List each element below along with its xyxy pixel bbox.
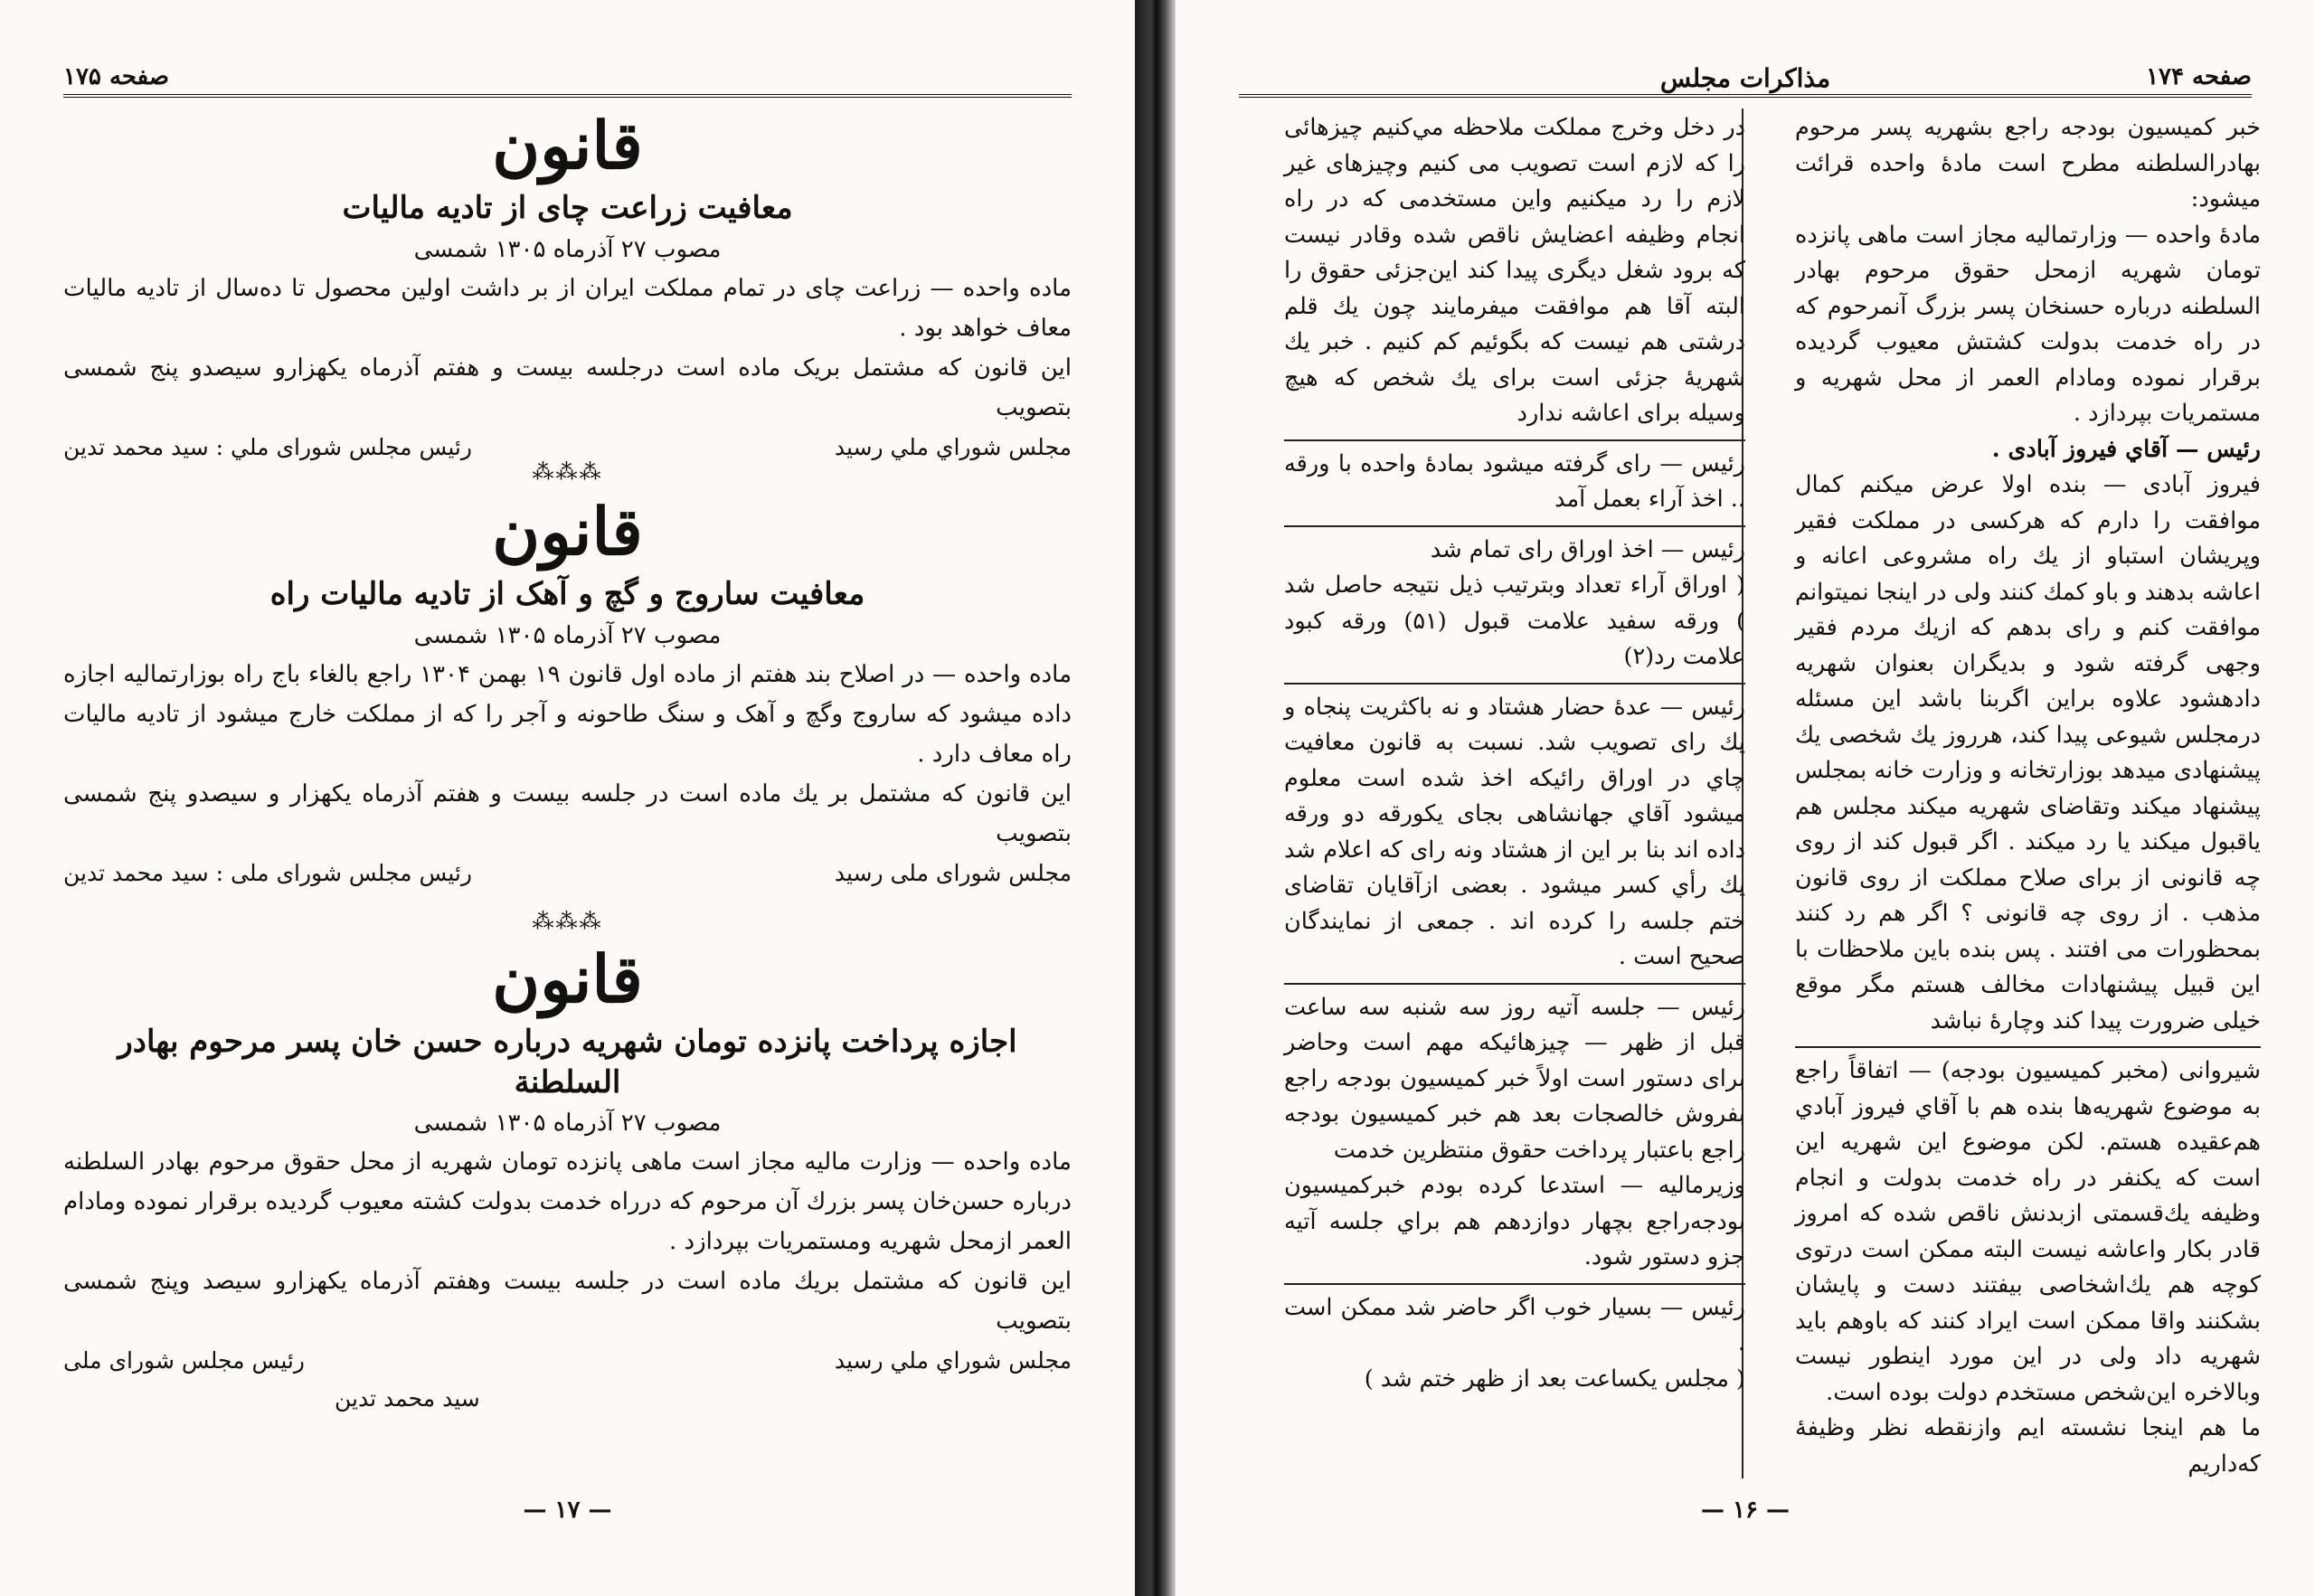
debate-column-left — [1284, 110, 1745, 1397]
law-article: ماده واحده — در اصلاح بند هفتم از ماده اول قانون ۱۹ بهمن ۱۳۰۴ راجع بالغاء باج راه بوزارتمالیه اجازه داده میشود که ساروج وگچ و آهک و سنگ طاحونه و آجر را که از مملکت خارج میشود از تادیه مالیات راه معاف دارد . — [63, 660, 1072, 768]
law-tea-exemption — [63, 107, 1072, 467]
debate-paragraph: شیروانی (مخبر کمیسیون بودجه) — اتفاقاً راجع به موضوع شهریه‌ها بنده هم با آقاي فیروز آبادي هم‌عقیده هستم. لکن موضوع این شهریه این است که یکنفر در راه خدمت بدولت و انجام وظیفه یك‌قسمتی ازبدنش ناقص شده که امروز قادر بکار واعاشه نیست البته ممکن است درتوی کوچه هم یك‌اشخاصی بیفتند دست و پایشان بشکنند واقا ممکن است ایراد کنند که باوهم باید شهریه داد ولی در این مورد اینطور نیست وبالاخره این‌شخص مستخدم دولت بوده است. — [1795, 1057, 2261, 1406]
page-footer-number: — ۱۷ — — [523, 1497, 612, 1524]
section-divider-stars: ⁂⁂⁂ — [532, 909, 603, 934]
header-rule — [63, 94, 1072, 98]
law-closing: این قانون که مشتمل بریك ماده است در جلسه بیست وهفتم آذرماه یکهزارو سیصد وپنج شمسی بتصویب — [63, 1267, 1072, 1335]
right-page — [1176, 0, 2315, 1596]
law-heading: قانون — [492, 107, 643, 184]
law-article: ماده واحده — زراعت چای در تمام مملکت ایران از بر داشت اولین محصول تا ده‌سال از تادیه مالیات معاف خواهد بود . — [63, 274, 1072, 342]
debate-paragraph: وزیرمالیه — استدعا کرده بودم خبرکمیسیون بودجه‌راجع بچهار دوازدهم هم براي جلسه آتیه جزو دستور شود. — [1284, 1172, 1745, 1270]
law-closing: این قانون که مشتمل بر یك ماده است در جلسه بیست و هفتم آذرماه یکهزار و سیصدو پنج شمسی بتصویب — [63, 779, 1072, 847]
debate-column-right — [1795, 110, 2261, 1482]
law-signature-row — [63, 1341, 1072, 1381]
page-number: صفحه ۱۷۵ — [63, 63, 169, 90]
law-title: معافیت ساروج و گچ و آهک از تادیه مالیات راه — [269, 576, 865, 613]
debate-paragraph: ( اوراق آراء تعداد وبترتیب ذیل نتیجه حاصل شد ) ورقه سفید علامت قبول (۵۱) ورقه کبود علامت رد(۲) — [1284, 571, 1745, 670]
law-heading: قانون — [492, 493, 643, 570]
book-gutter — [1135, 0, 1176, 1596]
law-signatory: سید محمد تدین — [335, 1384, 480, 1412]
debate-paragraph: خبر کمیسیون بودجه راجع بشهریه پسر مرحوم بهادرالسلطنه مطرح است مادهٔ واحده قرائت میشود: — [1795, 114, 2261, 212]
law-heading: قانون — [492, 940, 643, 1017]
law-pension-hasan-khan — [63, 940, 1072, 1417]
debate-paragraph: ( مجلس یکساعت بعد از ظهر ختم شد ) — [1364, 1365, 1745, 1393]
law-ratified-date: مصوب ۲۷ آذرماه ۱۳۰۵ شمسی — [413, 621, 722, 649]
law-signature-row — [63, 854, 1072, 893]
paragraph-separator — [1284, 983, 1745, 985]
page-number: صفحه ۱۷۴ — [2146, 63, 2252, 90]
debate-paragraph: در دخل وخرج مملکت ملاحظه مي‌کنیم چیزهائی را که لازم است تصویب می کنیم وچیزهای غیر لازم را رد میکنیم واین مستخدمی که در راه انجام وظیفه اعضایش ناقص شده وقادر نیست که برود شغل دیگری پیدا کند این‌جزئی حقوق را البته آقا هم موافقت میفرمایند چون یك قلم درشتی هم نیست که بگوئیم کم کنیم . خبر یك شهریهٔ جزئی است برای یك شخص که هیچ وسیله برای اعاشه ندارد — [1284, 114, 1745, 427]
left-page — [0, 0, 1135, 1596]
paragraph-separator — [1284, 439, 1745, 441]
paragraph-separator — [1284, 683, 1745, 685]
debate-paragraph: رئیس — بسیار خوب اگر حاضر شد ممکن است . — [1284, 1293, 1745, 1356]
law-passed-note: مجلس شوراي ملي رسید — [834, 1346, 1072, 1374]
debate-paragraph: رئیس — آقاي فیروز آبادی . — [1991, 435, 2261, 463]
law-ratified-date: مصوب ۲۷ آذرماه ۱۳۰۵ شمسی — [413, 235, 722, 263]
header-rule — [1239, 94, 2252, 98]
debate-paragraph: رئیس — جلسه آتیه روز سه شنبه سه ساعت قبل از ظهر — چیزهائیکه مهم است وحاضر برای دستور است اولاً خبر کمیسیون بودجه راجع بفروش خالصجات بعد هم خبر کمیسیون بودجه راجع باعتبار پرداخت حقوق منتظرین خدمت — [1284, 993, 1745, 1164]
paragraph-separator — [1284, 1283, 1745, 1285]
law-closing: این قانون که مشتمل بریک ماده است درجلسه بیست و هفتم آذرماه یکهزارو سیصدو پنج شمسی بتصویب — [63, 354, 1072, 421]
paragraph-separator — [1284, 525, 1745, 527]
debate-paragraph: رئیس — اخذ اوراق رای تمام شد — [1430, 535, 1745, 563]
law-title: معافیت زراعت چای از تادیه مالیات — [342, 190, 793, 227]
paragraph-separator — [1795, 1046, 2261, 1048]
law-ratified-date: مصوب ۲۷ آذرماه ۱۳۰۵ شمسی — [413, 1109, 722, 1137]
running-title: مذاکرات مجلس — [1659, 63, 1831, 93]
debate-paragraph: رئیس — عدهٔ حضار هشتاد و نه باکثریت پنجاه و یك رای تصویب شد. نسبت به قانون معافیت چاي در اوراق رائیکه اخذ شده است معلوم میشود آقاي جهانشاهی بجای یکورقه دو ورقه داده اند بنا بر این از هشتاد ونه رای که اعلام شد یك رأي کسر میشود . بعضی ازآقایان تقاضای ختم جلسه را کرده اند . جمعی از نمایندگان صحیح است . — [1284, 693, 1745, 970]
debate-paragraph: رئیس — رای گرفته میشود بمادهٔ واحده با ورقه .. اخذ آراء بعمل آمد — [1284, 449, 1745, 513]
law-title: اجازه پرداخت پانزده تومان شهریه درباره حسن خان پسر مرحوم بهادر السلطنة — [118, 1024, 1017, 1100]
debate-paragraph: ما هم اینجا نشسته ایم وازنقطه نظر وظیفهٔ که‌داریم — [1795, 1414, 2261, 1478]
page-footer-number: — ۱۶ — — [1700, 1497, 1791, 1524]
law-article: ماده واحده — وزارت مالیه مجاز است ماهی پانزده تومان شهریه از محل حقوق مرحوم بهادر السلطنه درباره حسن‌خان پسر بزرك آن مرحوم که درراه خدمت بدولت کشته معیوب گردیده برقرار نموده ومادام العمر ازمحل شهریه ومستمریات بپردازد . — [63, 1147, 1072, 1255]
section-divider-stars: ⁂⁂⁂ — [532, 459, 603, 485]
law-sarooj-exemption — [63, 493, 1072, 893]
law-passed-note: مجلس شورای ملی رسید — [834, 859, 1072, 886]
law-signature: رئیس مجلس شورای ملي : سید محمد تدین — [63, 433, 472, 460]
debate-paragraph: مادهٔ واحده — وزارتمالیه مجاز است ماهی پانزده تومان شهریه ازمحل حقوق مرحوم بهادر السلطنه درباره حسنخان پسر بزرگ آنمرحوم که در راه خدمت بدولت کشتش معیوب گردیده برقرار نموده ومادام العمر از محل شهریه و مستمریات بپردازد . — [1795, 221, 2261, 427]
law-passed-note: مجلس شوراي ملي رسید — [834, 433, 1072, 460]
law-signature: رئیس مجلس شورای ملی : سید محمد تدین — [63, 859, 472, 886]
debate-paragraph: فیروز آبادی — بنده اولا عرض میکنم کمال موافقت را دارم که هرکسی در مملکت فقیر وپریشان استباو از یك راه مشروعی اعانه و اعاشه بدهند و باو کمك کنند ولی در اینجا نمیتوانم موافقت کنم و رای بدهم که ازیك مردم فقیر وجهی گرفته شود و بدیگران بعنوان شهریه دادهشود علاوه براین اگربنا باشد این مسئله درمجلس شیوعی پیدا کند، هرروز یك شخصی یك پیشنهادی میدهد بوزارتخانه و وزارت خانه بمجلس پیشنهاد میکند وتقاضای شهریه میکند مجلس هم یاقبول میکند یا رد میکند . اگر قبول کند از روی چه قانونی از برای صلاح مملکت از روی قانون مذهب . از روی چه قانونی ؟ اگر هم رد کنند بمحظورات می افتند . پس بنده باین ملاحظات با این قبیل پیشنهادات مخالف هستم مگر موقع خیلی ضرورت پیدا کند وچارهٔ نباشد — [1795, 471, 2261, 1034]
law-signature: رئیس مجلس شورای ملی — [63, 1346, 305, 1374]
